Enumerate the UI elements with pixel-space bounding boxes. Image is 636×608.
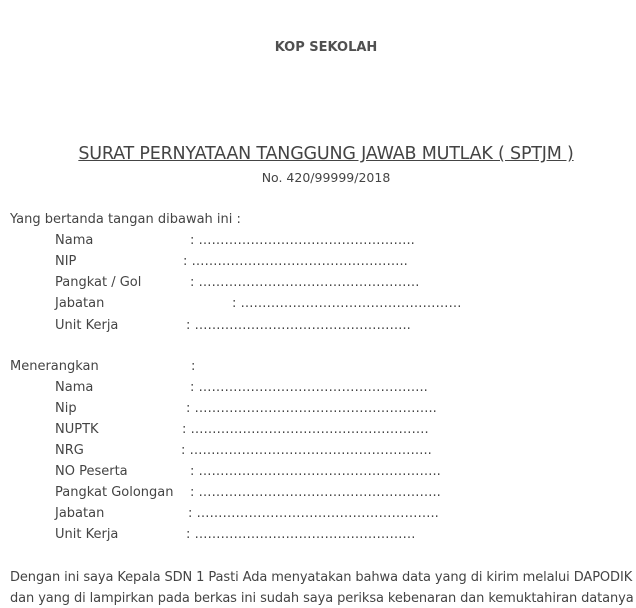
field2-label-nuptk: NUPTK <box>55 422 99 437</box>
field2-value-nrg: : ……………………………………………….. <box>181 443 432 458</box>
kop-sekolah: KOP SEKOLAH <box>274 40 378 55</box>
field-label-unit-kerja: Unit Kerja <box>55 318 119 333</box>
field2-value-no-peserta: : ……………………………………………….. <box>190 464 441 479</box>
closing-line-2: dan yang di lampirkan pada berkas ini sudah saya periksa kebenaran dan kemuktahiran datanya <box>10 591 634 606</box>
document-number: No. 420/99999/2018 <box>261 170 391 185</box>
field2-label-no-peserta: NO Peserta <box>55 464 128 479</box>
field2-value-pangkat-golongan: : ……………………………………………….. <box>190 485 441 500</box>
field2-label-nip: Nip <box>55 401 77 416</box>
field2-label-nama: Nama <box>55 380 94 395</box>
field2-value-nama: : …………………………………………….. <box>190 380 428 395</box>
field-value-unit-kerja: : ………………………………………….. <box>186 318 411 333</box>
field-label-pangkat: Pangkat / Gol <box>55 275 142 290</box>
field2-label-jabatan: Jabatan <box>55 506 105 521</box>
field2-value-nip: : ……………………………………………….. <box>186 401 437 416</box>
section2-intro: Menerangkan <box>10 359 99 374</box>
closing-line-1: Dengan ini saya Kepala SDN 1 Pasti Ada menyatakan bahwa data yang di kirim melalui DAPODIK <box>10 570 633 585</box>
field-label-nip: NIP <box>55 254 77 269</box>
section2-colon: : <box>191 359 196 374</box>
field-label-nama: Nama <box>55 233 94 248</box>
field-value-nip: : ………………………………………….. <box>183 254 408 269</box>
field-value-nama: : ………………………………………….. <box>190 233 415 248</box>
field2-value-nuptk: : ………………………………………………. <box>182 422 429 437</box>
section1-intro: Yang bertanda tangan dibawah ini : <box>10 212 241 227</box>
field2-label-nrg: NRG <box>55 443 84 458</box>
field-value-jabatan: : …………………………………………… <box>232 296 462 311</box>
field-value-pangkat: : …………………………………………… <box>190 275 420 290</box>
field2-label-pangkat-golongan: Pangkat Golongan <box>55 485 174 500</box>
field2-value-jabatan: : ……………………………………………….. <box>188 506 439 521</box>
document-title: SURAT PERNYATAAN TANGGUNG JAWAB MUTLAK ( SPTJM ) <box>78 144 574 164</box>
field-label-jabatan: Jabatan <box>55 296 105 311</box>
field2-label-unit-kerja: Unit Kerja <box>55 527 119 542</box>
field2-value-unit-kerja: : …………………………………………… <box>186 527 416 542</box>
